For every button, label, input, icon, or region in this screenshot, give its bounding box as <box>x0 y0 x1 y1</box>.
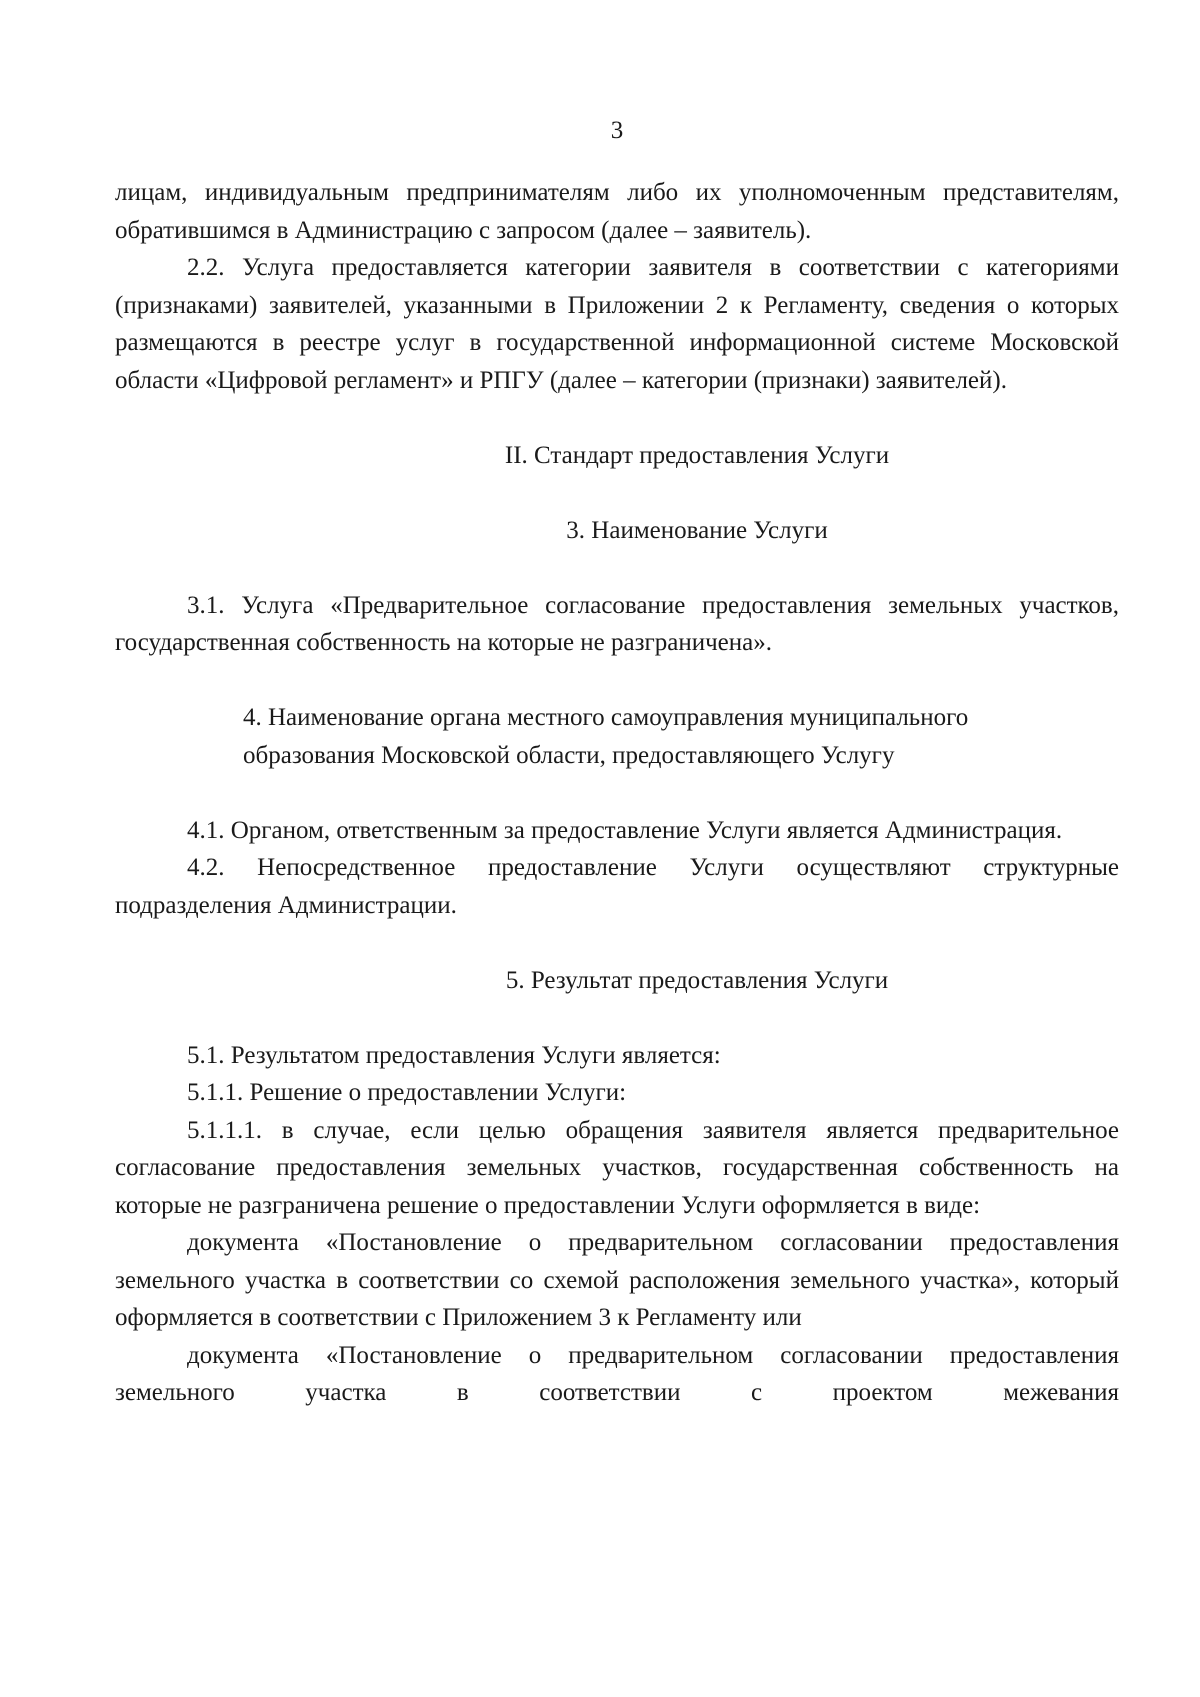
paragraph-2-2: 2.2. Услуга предоставляется категории заявителя в соответствии с категориями (признаками) заявителей, указанными в Приложении 2 к Регламенту, сведения о которых размещаются в реестре услуг в государственной информационной системе Московской области «Цифровой регламент» и РПГУ (далее – категории (признаки) заявителей). <box>115 254 1119 394</box>
paragraph-document-survey: документа «Постановление о предварительном согласовании предоставления земельного участка в соответствии с проектом межевания <box>115 1341 1119 1406</box>
paragraph-applicants: лицам, индивидуальным предпринимателям либо их уполномоченным представителям, обратившимся в Администрацию с запросом (далее – заявитель). <box>115 179 1119 244</box>
page-number: 3 <box>610 117 624 144</box>
paragraph-4-1: 4.1. Органом, ответственным за предоставление Услуги является Администрация. <box>187 816 1063 844</box>
section-heading-4: 4. Наименование органа местного самоуправления муниципального образования Московской области, предоставляющего Услугу <box>243 704 969 769</box>
paragraph-document-scheme: документа «Постановление о предварительном согласовании предоставления земельного участка в соответствии со схемой расположения земельного участка», который оформляется в соответствии с Приложением 3 к Регламенту или <box>115 1229 1119 1331</box>
section-heading-3: 3. Наименование Услуги <box>566 516 828 544</box>
paragraph-3-1: 3.1. Услуга «Предварительное согласование предоставления земельных участков, государственная собственность на которые не разграничена». <box>115 591 1119 656</box>
paragraph-5-1-1: 5.1.1. Решение о предоставлении Услуги: <box>187 1079 627 1106</box>
paragraph-5-1: 5.1. Результатом предоставления Услуги является: <box>187 1041 721 1069</box>
section-heading-standard: II. Стандарт предоставления Услуги <box>504 441 890 469</box>
section-heading-5: 5. Результат предоставления Услуги <box>505 966 889 994</box>
document-body <box>115 174 1119 1412</box>
paragraph-4-2: 4.2. Непосредственное предоставление Услуги осуществляют структурные подразделения Администрации. <box>115 854 1119 919</box>
paragraph-5-1-1-1: 5.1.1.1. в случае, если целью обращения заявителя является предварительное согласование предоставления земельных участков, государственная собственность на которые не разграничена решение о предоставлении Услуги оформляется в виде: <box>115 1116 1119 1219</box>
